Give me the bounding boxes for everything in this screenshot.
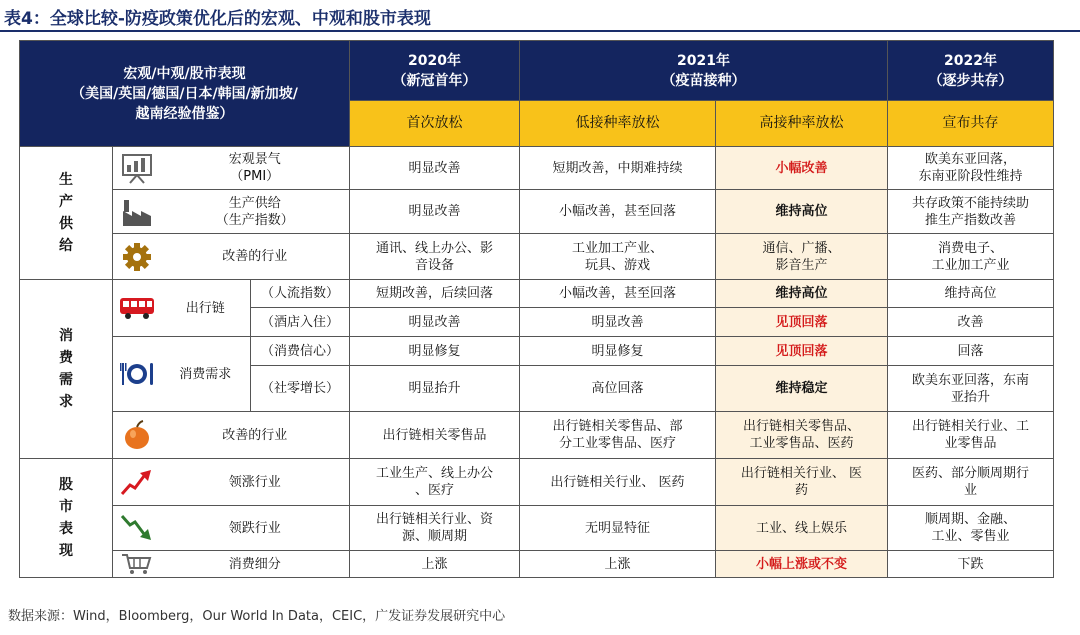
row-label-leading-sectors: 领涨行业 xyxy=(161,459,350,506)
cell-confidence-c3: 见顶回落 xyxy=(716,337,888,366)
cell-lead-c2: 出行链相关行业、 医药 xyxy=(520,459,716,506)
section-supply: 生产供给 xyxy=(20,147,113,280)
cell-hotel-c1: 明显改善 xyxy=(350,308,520,337)
subheader-first-relax: 首次放松 xyxy=(350,101,520,147)
sublabel-hotel: （酒店入住） xyxy=(251,308,350,337)
cell-confidence-c4: 回落 xyxy=(888,337,1054,366)
header-2021: 2021年 （疫苗接种） xyxy=(520,41,888,101)
cell-hotel-c4: 改善 xyxy=(888,308,1054,337)
cell-traffic-c3: 维持高位 xyxy=(716,280,888,308)
cell-traffic-c4: 维持高位 xyxy=(888,280,1054,308)
cell-confidence-c1: 明显修复 xyxy=(350,337,520,366)
cell-lag-c1: 出行链相关行业、资 源、顺周期 xyxy=(350,506,520,551)
subheader-high-vax: 高接种率放松 xyxy=(716,101,888,147)
cell-retail-c1: 明显抬升 xyxy=(350,366,520,412)
cell-lead-c4: 医药、部分顺周期行 业 xyxy=(888,459,1054,506)
shopping-cart-icon xyxy=(113,551,161,578)
row-label-lagging-sectors: 领跌行业 xyxy=(161,506,350,551)
row-label-consumer-segments: 消费细分 xyxy=(161,551,350,578)
row-label-improved-industries-2: 改善的行业 xyxy=(161,412,350,459)
subheader-coexist: 宣布共存 xyxy=(888,101,1054,147)
cell-pmi-c4: 欧美东亚回落， 东南亚阶段性维持 xyxy=(888,147,1054,190)
dining-icon xyxy=(113,337,161,412)
section-market: 股市表现 xyxy=(20,459,113,578)
cell-retail-c2: 高位回落 xyxy=(520,366,716,412)
cell-traffic-c1: 短期改善，后续回落 xyxy=(350,280,520,308)
cell-ind1-c2: 工业加工产业、 玩具、游戏 xyxy=(520,234,716,280)
row-label-production: 生产供给 （生产指数） xyxy=(161,190,350,234)
sublabel-foot-traffic: （人流指数） xyxy=(251,280,350,308)
cell-hotel-c2: 明显改善 xyxy=(520,308,716,337)
cell-lead-c3: 出行链相关行业、 医 药 xyxy=(716,459,888,506)
cell-lag-c3: 工业、线上娱乐 xyxy=(716,506,888,551)
subheader-low-vax: 低接种率放松 xyxy=(520,101,716,147)
cell-cons-c4: 下跌 xyxy=(888,551,1054,578)
cell-hotel-c3: 见顶回落 xyxy=(716,308,888,337)
cell-lag-c4: 顺周期、金融、 工业、零售业 xyxy=(888,506,1054,551)
header-corner: 宏观/中观/股市表现 （美国/英国/德国/日本/韩国/新加坡/ 越南经验借鉴） xyxy=(20,41,350,147)
cell-prod-c3: 维持高位 xyxy=(716,190,888,234)
cell-prod-c2: 小幅改善，甚至回落 xyxy=(520,190,716,234)
source-note: 数据来源：Wind，Bloomberg，Our World In Data，CEIC，广发证券发展研究中心 xyxy=(8,609,506,624)
row-label-improved-industries: 改善的行业 xyxy=(161,234,350,280)
cell-prod-c1: 明显改善 xyxy=(350,190,520,234)
apple-icon xyxy=(113,412,161,459)
row-label-pmi: 宏观景气 （PMI） xyxy=(161,147,350,190)
cell-retail-c4: 欧美东亚回落，东南 亚抬升 xyxy=(888,366,1054,412)
header-2020: 2020年 （新冠首年） xyxy=(350,41,520,101)
trend-down-icon xyxy=(113,506,161,551)
cell-confidence-c2: 明显修复 xyxy=(520,337,716,366)
sublabel-retail: （社零增长） xyxy=(251,366,350,412)
factory-icon xyxy=(113,190,161,234)
cell-ind1-c3: 通信、广播、 影音生产 xyxy=(716,234,888,280)
cell-ind2-c4: 出行链相关行业、工 业零售品 xyxy=(888,412,1054,459)
cell-pmi-c1: 明显改善 xyxy=(350,147,520,190)
trend-up-icon xyxy=(113,459,161,506)
cell-pmi-c2: 短期改善，中期难持续 xyxy=(520,147,716,190)
cell-lag-c2: 无明显特征 xyxy=(520,506,716,551)
cell-ind2-c3: 出行链相关零售品、 工业零售品、医药 xyxy=(716,412,888,459)
gear-icon xyxy=(113,234,161,280)
cell-traffic-c2: 小幅改善，甚至回落 xyxy=(520,280,716,308)
cell-cons-c3: 小幅上涨或不变 xyxy=(716,551,888,578)
cell-pmi-c3: 小幅改善 xyxy=(716,147,888,190)
row-label-travel: 出行链 xyxy=(161,280,251,337)
sublabel-confidence: （消费信心） xyxy=(251,337,350,366)
cell-retail-c3: 维持稳定 xyxy=(716,366,888,412)
cell-ind1-c1: 通讯、线上办公、影 音设备 xyxy=(350,234,520,280)
row-label-demand: 消费需求 xyxy=(161,337,251,412)
bus-icon xyxy=(113,280,161,337)
presentation-board-icon xyxy=(113,147,161,190)
cell-prod-c4: 共存政策不能持续助 推生产指数改善 xyxy=(888,190,1054,234)
cell-cons-c2: 上涨 xyxy=(520,551,716,578)
cell-cons-c1: 上涨 xyxy=(350,551,520,578)
table-title: 表4：全球比较-防疫政策优化后的宏观、中观和股市表现 xyxy=(4,9,431,29)
cell-ind2-c1: 出行链相关零售品 xyxy=(350,412,520,459)
cell-ind2-c2: 出行链相关零售品、部 分工业零售品、医疗 xyxy=(520,412,716,459)
title-rule xyxy=(0,30,1080,32)
cell-ind1-c4: 消费电子、 工业加工产业 xyxy=(888,234,1054,280)
comparison-table xyxy=(19,40,1054,578)
cell-lead-c1: 工业生产、线上办公 、医疗 xyxy=(350,459,520,506)
section-consumption: 消费需求 xyxy=(20,280,113,459)
header-2022: 2022年 （逐步共存） xyxy=(888,41,1054,101)
